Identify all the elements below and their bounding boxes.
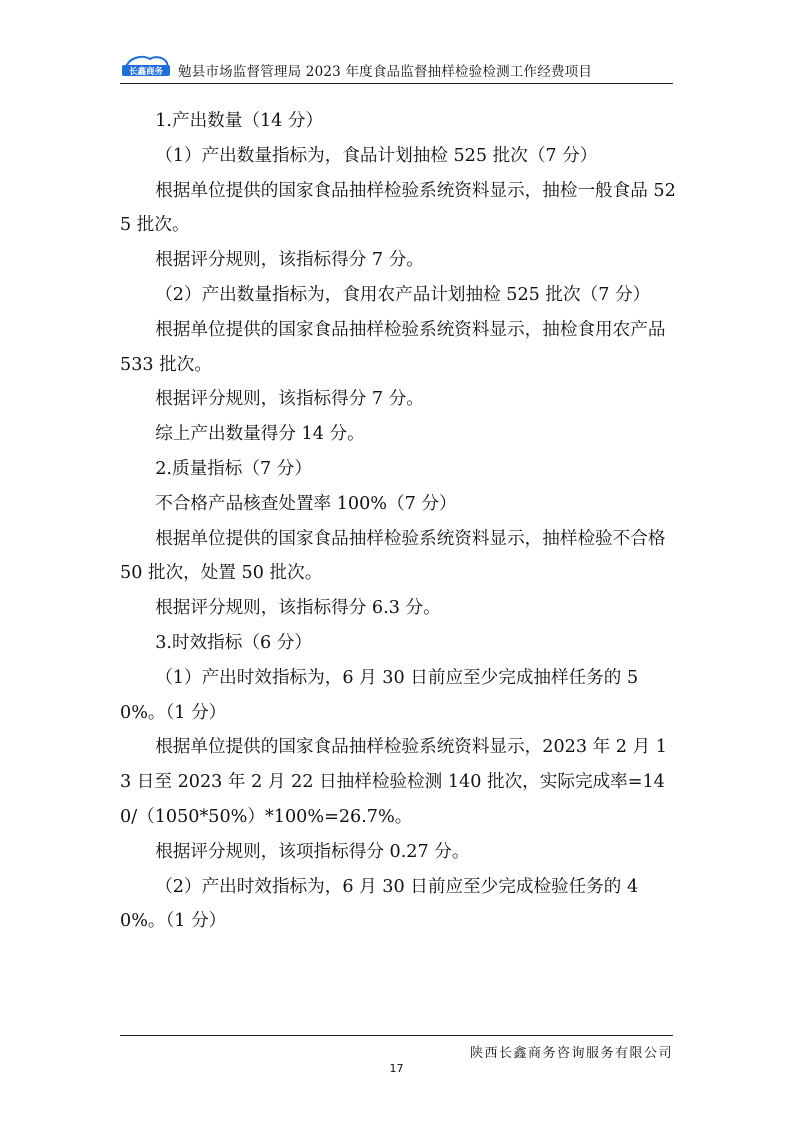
paragraph: 根据评分规则，该指标得分 7 分。 (155, 250, 424, 271)
paragraph: 根据单位提供的国家食品抽样检验系统资料显示，抽样检验不合格 50 批次，处置 50 批次。 (120, 528, 666, 584)
paragraph: （2）产出数量指标为，食用农产品计划抽检 525 批次（7 分） (155, 284, 651, 305)
paragraph: 根据单位提供的国家食品抽样检验系统资料显示，抽检一般食品 525 批次。 (120, 180, 676, 236)
company-logo (120, 54, 172, 78)
paragraph: 1.产出数量（14 分） (155, 111, 324, 131)
header-divider (120, 83, 673, 84)
paragraph: 3.时效指标（6 分） (155, 632, 312, 653)
paragraph: 根据评分规则，该指标得分 6.3 分。 (155, 598, 441, 619)
paragraph: 不合格产品核查处置率 100%（7 分） (155, 493, 457, 514)
footer-divider (120, 1035, 673, 1036)
paragraph: （1）产出数量指标为，食品计划抽检 525 批次（7 分） (155, 145, 598, 166)
paragraph: 2.质量指标（7 分） (155, 458, 312, 479)
header-title: 勉县市场监督管理局 2023 年度食品监督抽样检验检测工作经费项目 (178, 64, 593, 80)
logo-text: 长鑫商务 (128, 67, 164, 77)
page-header (120, 52, 673, 84)
paragraph: （1）产出时效指标为，6 月 30 日前应至少完成抽样任务的 50%。（1 分） (120, 667, 639, 723)
paragraph: 综上产出数量得分 14 分。 (155, 424, 365, 445)
paragraph: （2）产出时效指标为，6 月 30 日前应至少完成检验任务的 40%。（1 分） (120, 876, 639, 932)
paragraph: 根据评分规则，该项指标得分 0.27 分。 (155, 841, 470, 862)
page-number: 17 (389, 1062, 404, 1075)
paragraph: 根据评分规则，该指标得分 7 分。 (155, 389, 424, 410)
paragraph: 根据单位提供的国家食品抽样检验系统资料显示，2023 年 2 月 13 日至 2023 年 2 月 22 日抽样检验检测 140 批次，实际完成率=140/（1050*50%）*100%=26.7%。 (120, 737, 667, 827)
paragraph: 根据单位提供的国家食品抽样检验系统资料显示，抽检食用农产品 533 批次。 (120, 319, 666, 375)
footer-company-name: 陕西长鑫商务咨询服务有限公司 (469, 1046, 673, 1061)
document-body (120, 104, 676, 939)
